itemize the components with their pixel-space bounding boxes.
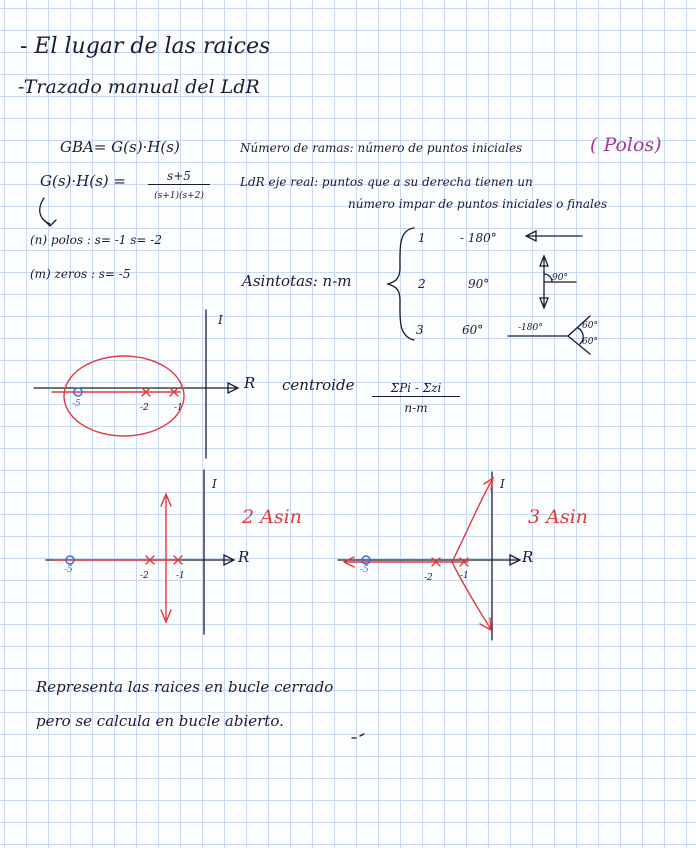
branches-poles-note: ( Polos) [590, 134, 662, 156]
hook-arrow-head [44, 220, 56, 226]
poles-line: (n) polos : s= -1 s= -2 [30, 233, 162, 247]
footer-line-1: Representa las raices en bucle cerrado [36, 678, 334, 696]
sketch-minus180-label: -180° [518, 323, 543, 333]
sketch-60b-label: 60° [582, 337, 598, 347]
plot1-locus-circle [64, 356, 184, 436]
plot3-real-axis-label: R [522, 548, 534, 566]
sketch-90-label: 90° [552, 273, 568, 283]
plot3-imag-axis-label: I [500, 477, 505, 491]
plot3-zero-label: -5 [360, 565, 369, 575]
plot2-pole-label-2: -1 [176, 571, 185, 581]
plot2-real-axis-label: R [238, 548, 250, 566]
plot1-zero-label: -5 [72, 399, 81, 409]
asymptote-row-3-angle: 60° [462, 323, 484, 337]
plot3-pole-label-2: -1 [460, 571, 469, 581]
plot2-caption: 2 Asin [242, 506, 302, 528]
centroid-numerator: ΣPi - Σzi [372, 382, 460, 397]
centroid-denominator: n-m [404, 401, 428, 415]
plot1-real-axis-label: R [244, 374, 256, 392]
asymptote-row-1-n: 1 [418, 231, 426, 245]
transfer-function-denominator: (s+1)(s+2) [154, 191, 204, 201]
asymptote-brace [388, 228, 414, 340]
asymptote-row-1-angle: - 180° [460, 231, 497, 245]
pen-mark [352, 734, 364, 738]
plot2-zero-label: -5 [64, 565, 73, 575]
plot3-pole-label-1: -2 [424, 573, 433, 583]
asymptote-row-2-angle: 90° [468, 277, 490, 291]
footer-line-2: pero se calcula en bucle abierto. [36, 712, 284, 730]
asymptotes-label: Asintotas: n-m [242, 272, 352, 290]
asymptote-row-3-n: 3 [416, 323, 424, 337]
branches-rule: Número de ramas: número de puntos iniciales [240, 141, 523, 155]
ldr-rule-line-2: número impar de puntos iniciales o finales [348, 197, 608, 211]
transfer-function-label: G(s)·H(s) = [40, 172, 126, 190]
sketch-60a-label: 60° [582, 321, 598, 331]
transfer-function-numerator: s+5 [148, 170, 210, 185]
plot1-pole-label-2: -1 [174, 403, 183, 413]
row3-up-branch [568, 316, 590, 336]
plot3-caption: 3 Asin [528, 506, 588, 528]
ldr-rule-line-1: LdR eje real: puntos que a su derecha tienen un [240, 175, 533, 189]
plot2-pole-label-1: -2 [140, 571, 149, 581]
row3-down-branch [568, 336, 590, 354]
gba-formula: GBA= G(s)·H(s) [60, 138, 180, 156]
centroid-label: centroide [282, 376, 355, 394]
row2-angle-arc [544, 274, 552, 282]
zeros-line: (m) zeros : s= -5 [30, 267, 131, 281]
row3-angle-arc [578, 328, 583, 344]
plot3-branch-up [452, 480, 492, 562]
page-subtitle: -Trazado manual del LdR [18, 76, 260, 98]
page-title: - El lugar de las raices [20, 34, 271, 59]
plot2-imag-axis-label: I [212, 477, 217, 491]
plot1-pole-label-1: -2 [140, 403, 149, 413]
plot1-imag-axis-label: I [218, 313, 223, 327]
asymptote-row-2-n: 2 [418, 277, 426, 291]
plot3-branch-down [452, 562, 490, 628]
